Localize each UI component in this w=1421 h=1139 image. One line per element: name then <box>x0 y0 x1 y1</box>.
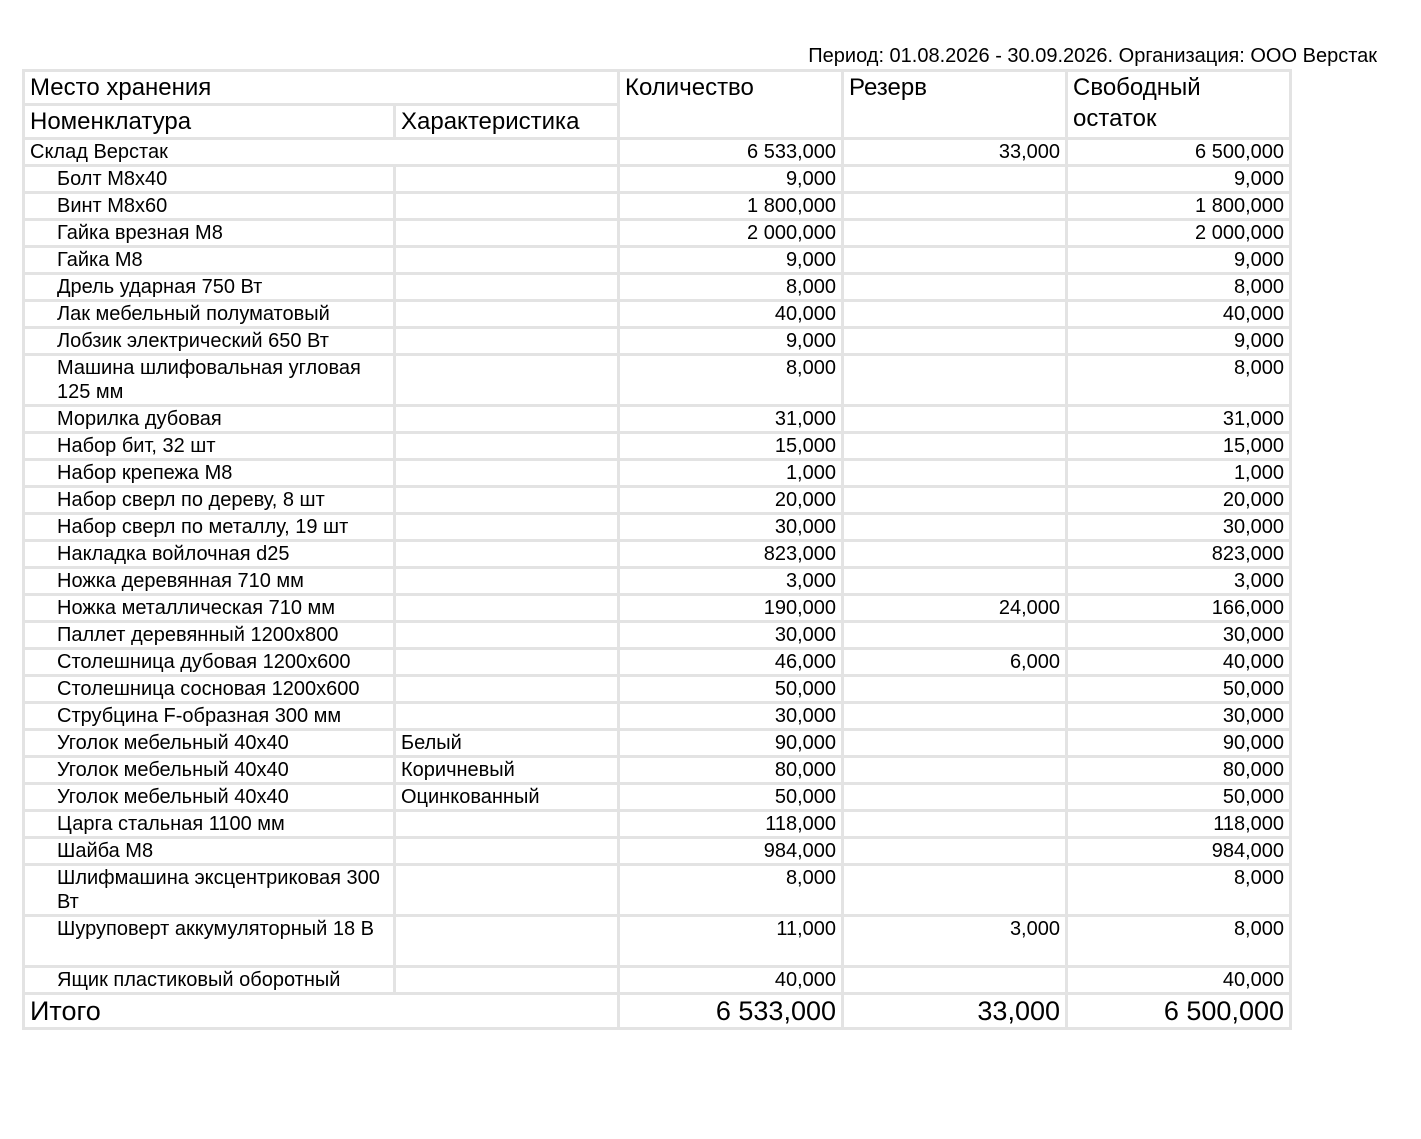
item-name: Ящик пластиковый оборотный <box>24 967 395 994</box>
item-quantity: 9,000 <box>619 328 843 355</box>
header-nomenclature: Номенклатура <box>24 105 395 139</box>
item-reserve: 6,000 <box>843 649 1067 676</box>
item-quantity: 30,000 <box>619 622 843 649</box>
table-row <box>24 274 1291 301</box>
total-free: 6 500,000 <box>1067 994 1291 1029</box>
item-characteristic: Коричневый <box>395 757 619 784</box>
item-characteristic <box>395 328 619 355</box>
table-row <box>24 220 1291 247</box>
total-row <box>24 994 1291 1029</box>
item-name: Струбцина F-образная 300 мм <box>24 703 395 730</box>
item-quantity: 9,000 <box>619 166 843 193</box>
item-reserve <box>843 541 1067 568</box>
item-quantity: 50,000 <box>619 676 843 703</box>
item-free: 31,000 <box>1067 406 1291 433</box>
item-free: 40,000 <box>1067 649 1291 676</box>
item-free: 984,000 <box>1067 838 1291 865</box>
item-name: Машина шлифовальная угловая 125 мм <box>24 355 395 406</box>
item-free: 80,000 <box>1067 757 1291 784</box>
item-quantity: 31,000 <box>619 406 843 433</box>
item-name: Болт М8х40 <box>24 166 395 193</box>
table-row <box>24 541 1291 568</box>
table-row <box>24 916 1291 967</box>
item-characteristic <box>395 811 619 838</box>
item-reserve <box>843 865 1067 916</box>
table-row <box>24 301 1291 328</box>
table-row <box>24 406 1291 433</box>
table-row <box>24 967 1291 994</box>
item-reserve <box>843 220 1067 247</box>
total-label: Итого <box>24 994 619 1029</box>
item-name: Морилка дубовая <box>24 406 395 433</box>
item-name: Набор сверл по дереву, 8 шт <box>24 487 395 514</box>
item-characteristic <box>395 541 619 568</box>
item-characteristic <box>395 487 619 514</box>
table-row <box>24 703 1291 730</box>
item-free: 9,000 <box>1067 166 1291 193</box>
item-free: 50,000 <box>1067 676 1291 703</box>
item-free: 1 800,000 <box>1067 193 1291 220</box>
item-characteristic <box>395 193 619 220</box>
item-reserve <box>843 274 1067 301</box>
item-free: 8,000 <box>1067 274 1291 301</box>
table-row <box>24 649 1291 676</box>
table-row <box>24 166 1291 193</box>
item-characteristic <box>395 568 619 595</box>
item-name: Гайка М8 <box>24 247 395 274</box>
item-name: Накладка войлочная d25 <box>24 541 395 568</box>
item-reserve <box>843 730 1067 757</box>
item-free: 8,000 <box>1067 916 1291 967</box>
item-quantity: 30,000 <box>619 514 843 541</box>
stock-balance-table <box>22 69 1292 1030</box>
item-reserve <box>843 622 1067 649</box>
item-quantity: 118,000 <box>619 811 843 838</box>
table-row <box>24 328 1291 355</box>
item-free: 823,000 <box>1067 541 1291 568</box>
item-reserve <box>843 676 1067 703</box>
item-characteristic <box>395 865 619 916</box>
table-row <box>24 865 1291 916</box>
item-quantity: 90,000 <box>619 730 843 757</box>
item-quantity: 190,000 <box>619 595 843 622</box>
item-quantity: 20,000 <box>619 487 843 514</box>
item-name: Царга стальная 1100 мм <box>24 811 395 838</box>
item-free: 20,000 <box>1067 487 1291 514</box>
item-reserve <box>843 460 1067 487</box>
item-quantity: 8,000 <box>619 865 843 916</box>
item-quantity: 8,000 <box>619 355 843 406</box>
item-free: 40,000 <box>1067 967 1291 994</box>
item-name: Лобзик электрический 650 Вт <box>24 328 395 355</box>
item-reserve <box>843 355 1067 406</box>
item-characteristic <box>395 916 619 967</box>
item-free: 9,000 <box>1067 328 1291 355</box>
item-name: Набор бит, 32 шт <box>24 433 395 460</box>
item-quantity: 823,000 <box>619 541 843 568</box>
item-reserve <box>843 838 1067 865</box>
item-free: 90,000 <box>1067 730 1291 757</box>
item-free: 8,000 <box>1067 355 1291 406</box>
item-reserve <box>843 967 1067 994</box>
item-reserve <box>843 703 1067 730</box>
item-characteristic <box>395 166 619 193</box>
item-characteristic <box>395 274 619 301</box>
item-characteristic <box>395 406 619 433</box>
group-reserve: 33,000 <box>843 139 1067 166</box>
item-quantity: 2 000,000 <box>619 220 843 247</box>
item-quantity: 15,000 <box>619 433 843 460</box>
item-characteristic: Оцинкованный <box>395 784 619 811</box>
item-reserve <box>843 193 1067 220</box>
item-quantity: 80,000 <box>619 757 843 784</box>
item-name: Уголок мебельный 40х40 <box>24 784 395 811</box>
table-row <box>24 757 1291 784</box>
item-free: 30,000 <box>1067 514 1291 541</box>
header-free-balance <box>1067 71 1291 139</box>
table-row <box>24 730 1291 757</box>
item-free: 40,000 <box>1067 301 1291 328</box>
report-period: Период: 01.08.2026 - 30.09.2026. Организация: ООО Верстак <box>808 45 1377 67</box>
item-free: 2 000,000 <box>1067 220 1291 247</box>
item-reserve <box>843 487 1067 514</box>
item-free: 3,000 <box>1067 568 1291 595</box>
table-row <box>24 355 1291 406</box>
item-quantity: 46,000 <box>619 649 843 676</box>
item-name: Столешница сосновая 1200х600 <box>24 676 395 703</box>
item-name: Гайка врезная М8 <box>24 220 395 247</box>
item-free: 9,000 <box>1067 247 1291 274</box>
item-quantity: 9,000 <box>619 247 843 274</box>
item-characteristic <box>395 433 619 460</box>
item-name: Шлифмашина эксцентриковая 300 Вт <box>24 865 395 916</box>
item-free: 166,000 <box>1067 595 1291 622</box>
item-quantity: 1 800,000 <box>619 193 843 220</box>
item-quantity: 984,000 <box>619 838 843 865</box>
item-characteristic <box>395 301 619 328</box>
item-reserve <box>843 757 1067 784</box>
group-name: Склад Верстак <box>24 139 619 166</box>
item-reserve <box>843 433 1067 460</box>
item-name: Набор крепежа М8 <box>24 460 395 487</box>
item-free: 1,000 <box>1067 460 1291 487</box>
item-quantity: 40,000 <box>619 967 843 994</box>
header-free-line2: остаток <box>1073 105 1157 132</box>
item-name: Винт М8х60 <box>24 193 395 220</box>
item-free: 8,000 <box>1067 865 1291 916</box>
table-row <box>24 595 1291 622</box>
header-reserve: Резерв <box>843 71 1067 139</box>
item-characteristic: Белый <box>395 730 619 757</box>
item-characteristic <box>395 220 619 247</box>
header-characteristic: Характеристика <box>395 105 619 139</box>
item-characteristic <box>395 967 619 994</box>
item-name: Столешница дубовая 1200х600 <box>24 649 395 676</box>
header-free-line1: Свободный <box>1073 74 1201 101</box>
item-characteristic <box>395 247 619 274</box>
item-quantity: 3,000 <box>619 568 843 595</box>
table-row <box>24 568 1291 595</box>
table-row <box>24 514 1291 541</box>
item-reserve: 24,000 <box>843 595 1067 622</box>
item-name: Шуруповерт аккумуляторный 18 В <box>24 916 395 967</box>
table-row <box>24 676 1291 703</box>
item-name: Набор сверл по металлу, 19 шт <box>24 514 395 541</box>
item-characteristic <box>395 355 619 406</box>
item-reserve <box>843 328 1067 355</box>
total-reserve: 33,000 <box>843 994 1067 1029</box>
item-reserve: 3,000 <box>843 916 1067 967</box>
item-quantity: 8,000 <box>619 274 843 301</box>
table-row <box>24 460 1291 487</box>
table-row <box>24 784 1291 811</box>
item-quantity: 1,000 <box>619 460 843 487</box>
total-quantity: 6 533,000 <box>619 994 843 1029</box>
table-row <box>24 193 1291 220</box>
table-row <box>24 433 1291 460</box>
table-row <box>24 247 1291 274</box>
table-row <box>24 622 1291 649</box>
item-free: 30,000 <box>1067 703 1291 730</box>
item-name: Шайба М8 <box>24 838 395 865</box>
item-quantity: 40,000 <box>619 301 843 328</box>
item-name: Уголок мебельный 40х40 <box>24 757 395 784</box>
item-characteristic <box>395 838 619 865</box>
item-characteristic <box>395 622 619 649</box>
group-quantity: 6 533,000 <box>619 139 843 166</box>
item-reserve <box>843 784 1067 811</box>
header-quantity: Количество <box>619 71 843 139</box>
item-characteristic <box>395 676 619 703</box>
item-characteristic <box>395 460 619 487</box>
item-characteristic <box>395 514 619 541</box>
item-name: Дрель ударная 750 Вт <box>24 274 395 301</box>
item-reserve <box>843 811 1067 838</box>
item-name: Паллет деревянный 1200х800 <box>24 622 395 649</box>
item-quantity: 30,000 <box>619 703 843 730</box>
item-reserve <box>843 166 1067 193</box>
item-name: Ножка металлическая 710 мм <box>24 595 395 622</box>
table-row <box>24 838 1291 865</box>
item-quantity: 50,000 <box>619 784 843 811</box>
item-free: 50,000 <box>1067 784 1291 811</box>
header-storage: Место хранения <box>24 71 619 105</box>
item-free: 118,000 <box>1067 811 1291 838</box>
item-reserve <box>843 301 1067 328</box>
group-free: 6 500,000 <box>1067 139 1291 166</box>
item-characteristic <box>395 595 619 622</box>
item-reserve <box>843 247 1067 274</box>
item-reserve <box>843 406 1067 433</box>
table-row <box>24 487 1291 514</box>
item-free: 15,000 <box>1067 433 1291 460</box>
table-row <box>24 811 1291 838</box>
item-name: Ножка деревянная 710 мм <box>24 568 395 595</box>
item-reserve <box>843 514 1067 541</box>
header-row-1 <box>24 71 1291 105</box>
item-name: Уголок мебельный 40х40 <box>24 730 395 757</box>
item-name: Лак мебельный полуматовый <box>24 301 395 328</box>
group-row <box>24 139 1291 166</box>
item-reserve <box>843 568 1067 595</box>
item-quantity: 11,000 <box>619 916 843 967</box>
item-characteristic <box>395 649 619 676</box>
item-characteristic <box>395 703 619 730</box>
item-free: 30,000 <box>1067 622 1291 649</box>
